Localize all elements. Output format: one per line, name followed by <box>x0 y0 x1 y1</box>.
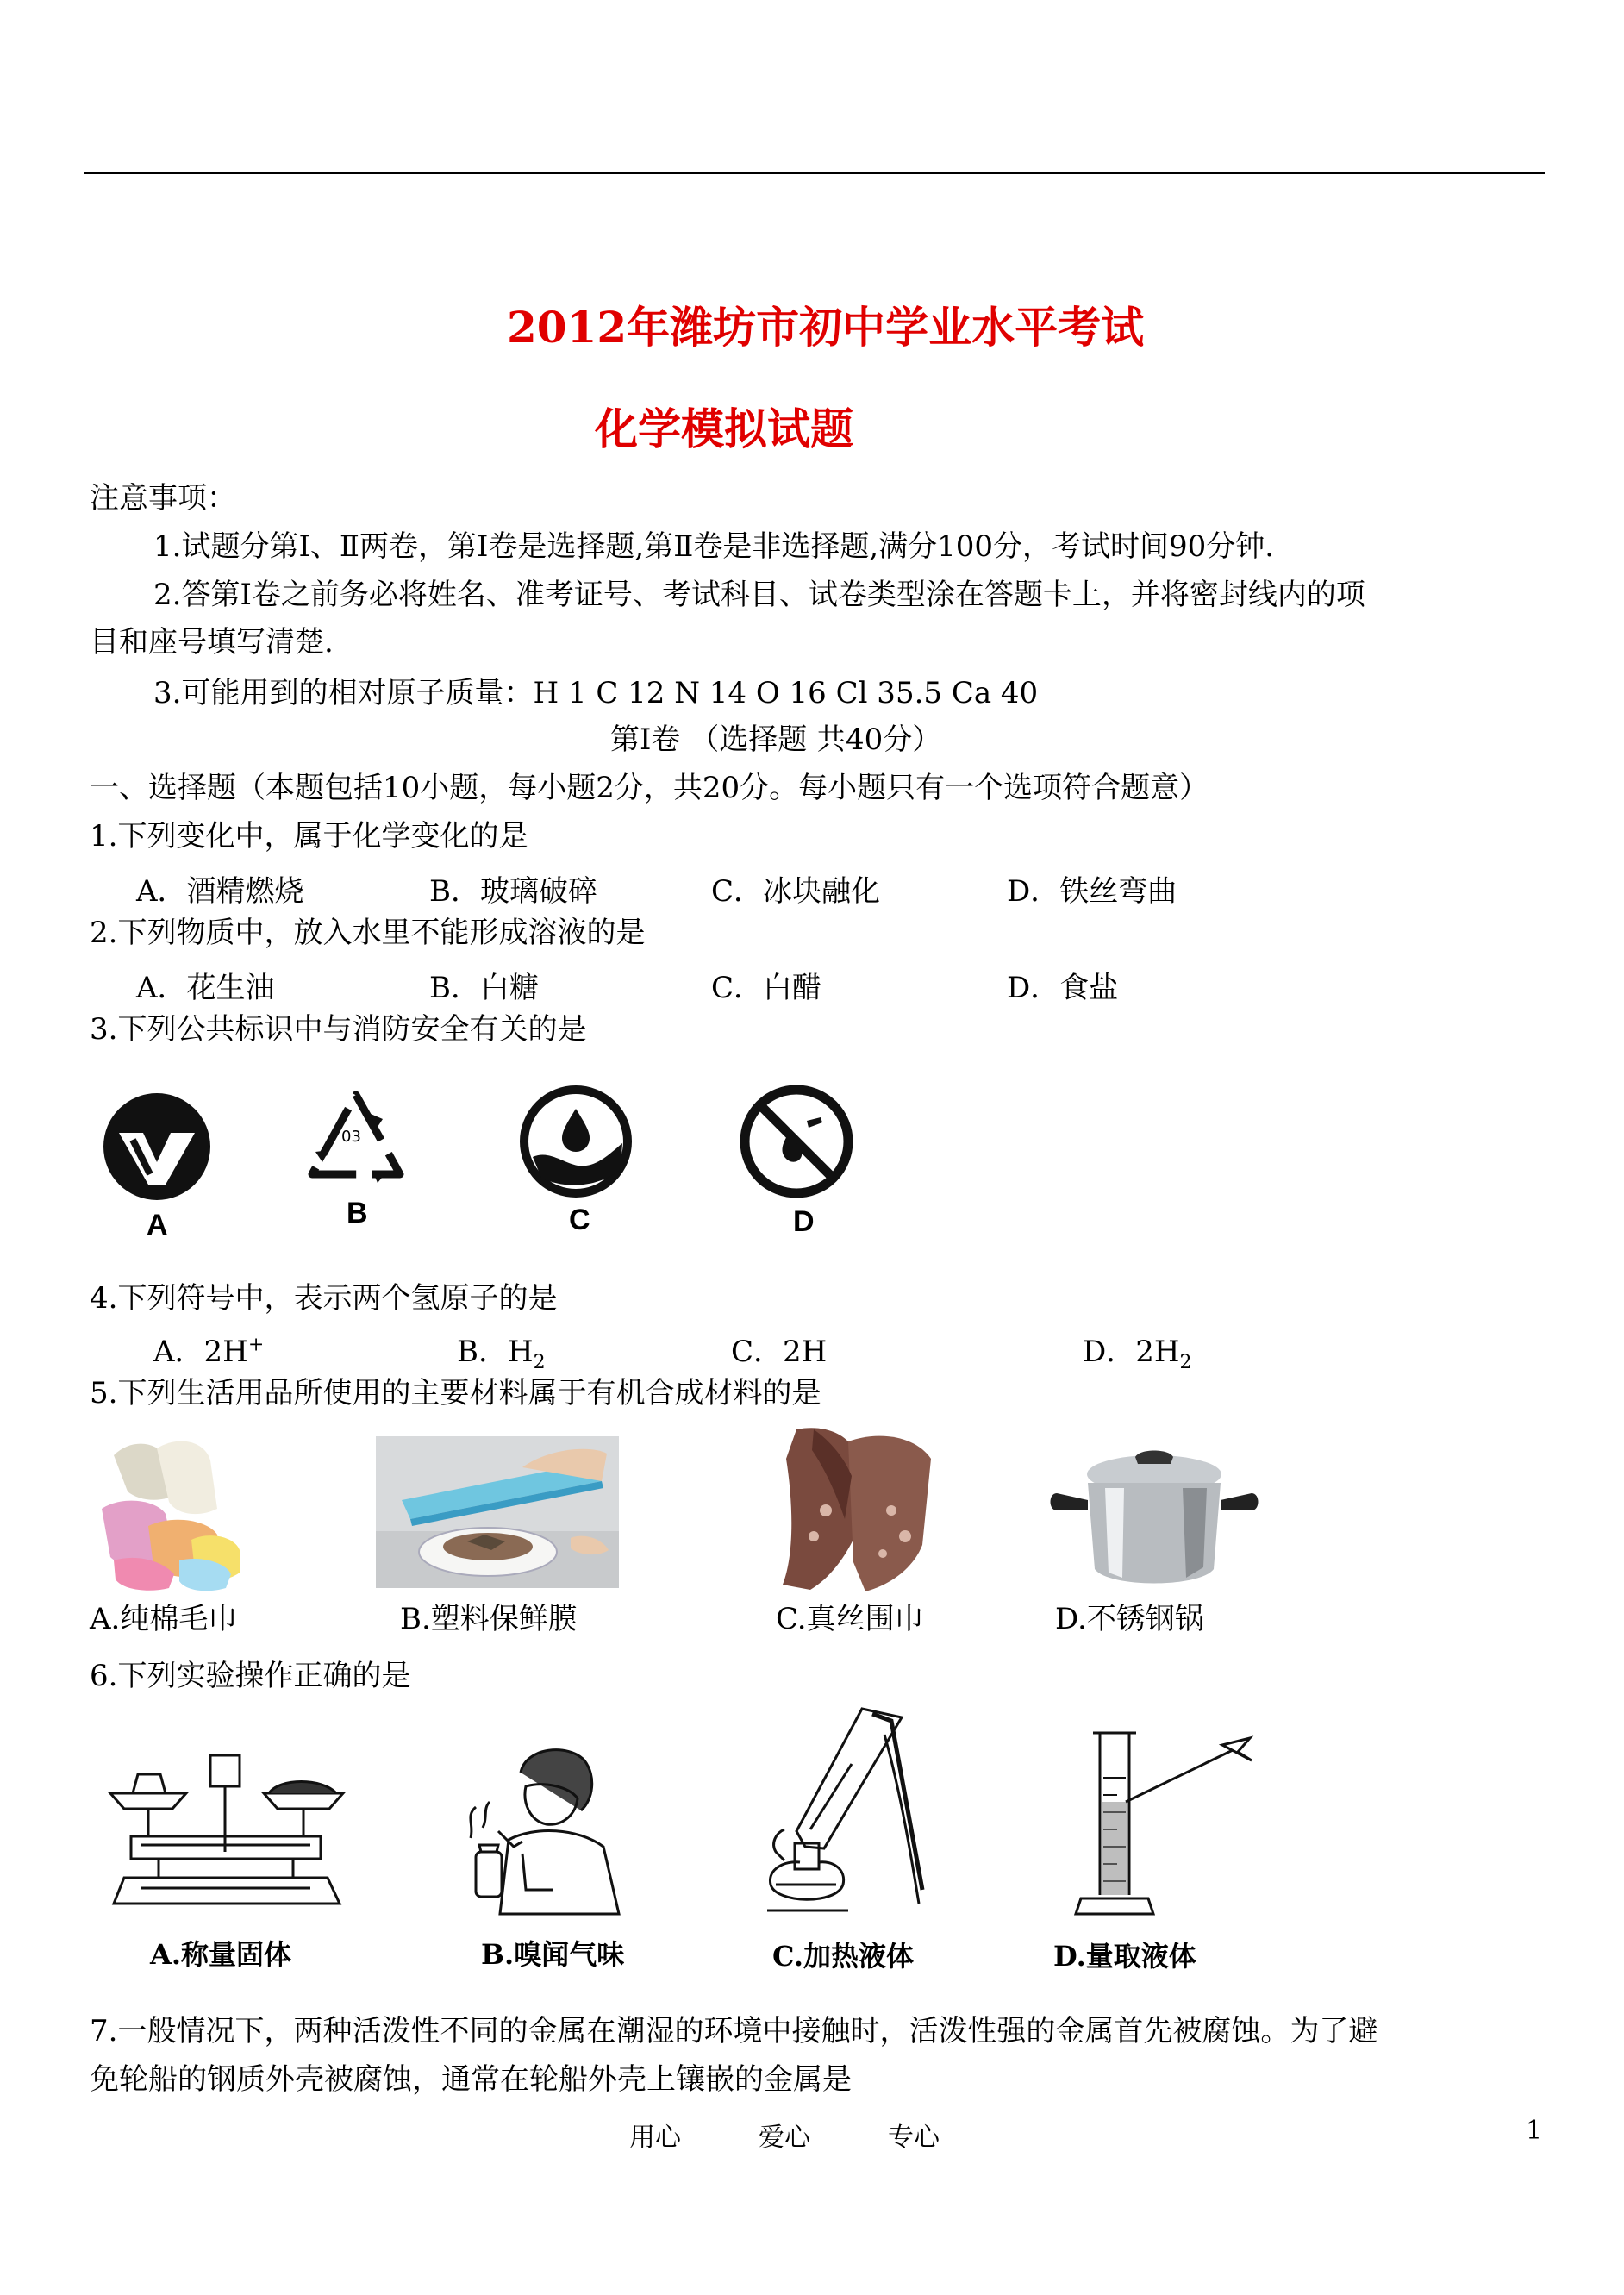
q6-option-d: D.量取液体 <box>1053 1940 1196 1973</box>
sign-b-label: B <box>347 1197 368 1229</box>
exam-title: 2012年潍坊市初中学业水平考试 <box>507 302 1145 353</box>
heating-liquid-drawing <box>750 1700 940 1926</box>
sign-c-water-saving-icon <box>517 1083 634 1200</box>
footer-slogan-3: 专心 <box>888 2123 940 2153</box>
graduated-cylinder-drawing <box>1074 1726 1272 1921</box>
footer-slogan-1: 用心 <box>629 2123 681 2153</box>
q6-option-b: B.嗅闻气味 <box>481 1938 625 1971</box>
exam-subtitle: 化学模拟试题 <box>595 403 853 454</box>
q6-stem: 6.下列实验操作正确的是 <box>90 1659 411 1693</box>
q4-stem: 4.下列符号中，表示两个氢原子的是 <box>90 1281 558 1316</box>
q1-option-a: A．酒精燃烧 <box>136 874 304 909</box>
header-rule <box>84 172 1545 174</box>
q7-line-2: 免轮船的钢质外壳被腐蚀，通常在轮船外壳上镶嵌的金属是 <box>90 2062 852 2097</box>
notice-heading: 注意事项： <box>90 481 236 516</box>
q2-option-a: A．花生油 <box>136 971 275 1005</box>
silk-scarf-image <box>762 1424 941 1593</box>
q4-option-a: A．2H+ <box>153 1334 265 1369</box>
q4-option-c: C．2H <box>731 1335 828 1369</box>
footer-slogan-2: 爱心 <box>759 2123 810 2153</box>
q6-option-a: A.称量固体 <box>150 1938 291 1971</box>
q3-stem: 3.下列公共标识中与消防安全有关的是 <box>90 1012 587 1047</box>
q4-option-d: D．$2H_2$ <box>1083 1335 1192 1373</box>
q5-option-a: A.纯棉毛巾 <box>90 1602 238 1636</box>
balance-scale-drawing <box>107 1748 353 1921</box>
page-number: 1 <box>1526 2116 1543 2146</box>
sign-d-label: D <box>793 1205 815 1238</box>
q2-option-d: D．食盐 <box>1007 971 1119 1005</box>
q4-option-b: B．$H_2$ <box>457 1335 546 1373</box>
recycle-code: 03 <box>341 1128 361 1146</box>
q5-option-c: C.真丝围巾 <box>776 1602 924 1636</box>
q7-line-1: 7.一般情况下，两种活泼性不同的金属在潮湿的环境中接触时，活泼性强的金属首先被腐蚀。为了避 <box>90 2014 1378 2048</box>
sign-d-no-fire-icon <box>738 1083 855 1200</box>
sign-a-quality-icon <box>98 1088 219 1205</box>
towels-image <box>97 1431 248 1593</box>
steel-pot-image <box>1045 1440 1264 1593</box>
q5-option-b: B.塑料保鲜膜 <box>400 1602 578 1636</box>
q1-option-b: B．玻璃破碎 <box>429 874 597 909</box>
sign-c-label: C <box>569 1204 590 1236</box>
q2-option-c: C．白醋 <box>711 971 822 1005</box>
q1-option-d: D．铁丝弯曲 <box>1007 874 1177 909</box>
notice-item-2: 2.答第Ⅰ卷之前务必将姓名、准考证号、考试科目、试卷类型涂在答题卡上，并将密封线内的项 <box>153 578 1365 612</box>
smell-boy-drawing <box>440 1738 628 1917</box>
q5-option-d: D.不锈钢锅 <box>1055 1602 1204 1636</box>
plastic-wrap-image <box>376 1436 619 1588</box>
q2-stem: 2.下列物质中，放入水里不能形成溶液的是 <box>90 916 646 950</box>
sign-a-label: A <box>147 1209 168 1241</box>
q1-option-c: C．冰块融化 <box>711 874 881 909</box>
notice-item-2-cont: 目和座号填写清楚. <box>90 625 334 660</box>
notice-item-1: 1.试题分第Ⅰ、Ⅱ两卷，第Ⅰ卷是选择题,第Ⅱ卷是非选择题,满分100分，考试时间90分钟. <box>153 529 1275 564</box>
part-one-heading: 一、选择题（本题包括10小题，每小题2分，共20分。每小题只有一个选项符合题意） <box>90 771 1209 805</box>
q6-option-c: C.加热液体 <box>772 1940 915 1973</box>
volume-title: 第Ⅰ卷 （选择题 共40分） <box>610 722 942 757</box>
q1-stem: 1.下列变化中，属于化学变化的是 <box>90 819 528 854</box>
notice-item-3: 3.可能用到的相对原子质量：H 1 C 12 N 14 O 16 Cl 35.5 Ca 40 <box>153 676 1039 710</box>
q5-stem: 5.下列生活用品所使用的主要材料属于有机合成材料的是 <box>90 1376 821 1410</box>
q2-option-b: B．白糖 <box>429 971 539 1005</box>
